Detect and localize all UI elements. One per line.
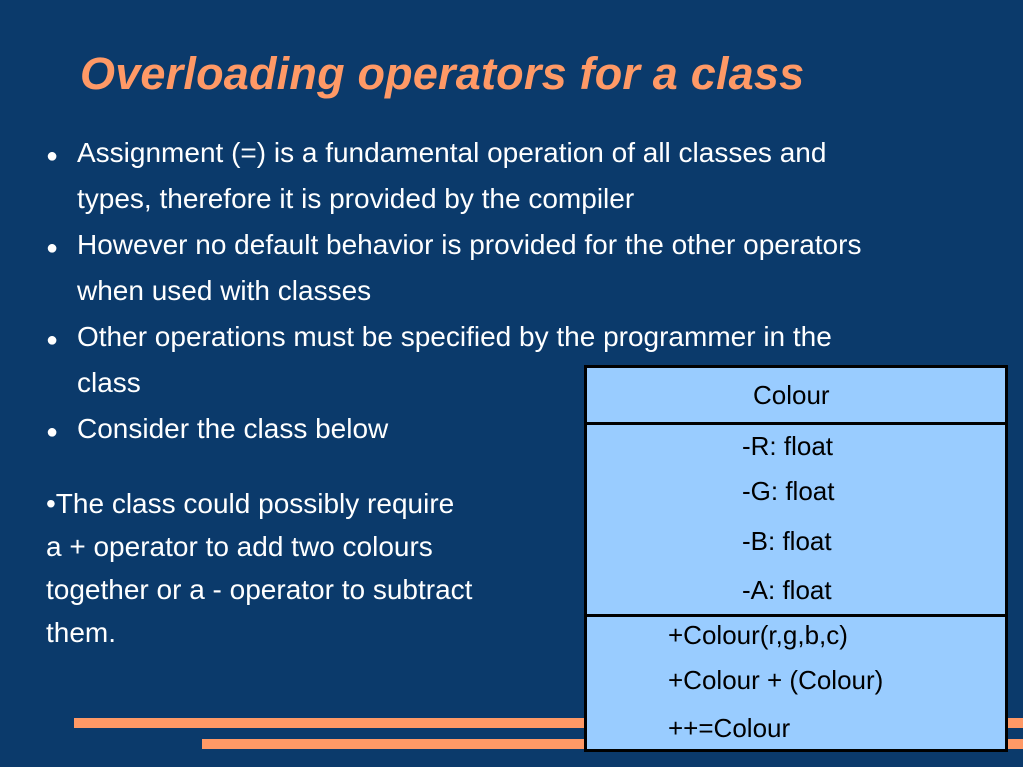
slide-title: Overloading operators for a class — [80, 48, 805, 99]
bullet-item — [46, 222, 1021, 314]
note-line: together or a - operator to subtract — [46, 574, 473, 605]
bullet-text-line: However no default behavior is provided for the other operators — [77, 229, 862, 260]
uml-class-name: Colour — [753, 380, 830, 410]
uml-divider — [587, 614, 1005, 617]
bullet-text-line: Consider the class below — [77, 413, 389, 444]
bullet-text-line: class — [77, 367, 141, 398]
uml-attribute: -A: float — [742, 575, 832, 605]
bullet-text-line: types, therefore it is provided by the compiler — [77, 183, 635, 214]
note-line: them. — [46, 617, 117, 648]
bullet-item — [46, 130, 1021, 222]
bullet-icon: ● — [46, 237, 59, 259]
uml-method: +Colour(r,g,b,c) — [668, 620, 848, 650]
bullet-icon: ● — [46, 329, 59, 351]
note-text — [46, 482, 581, 654]
bullet-text-line: when used with classes — [77, 275, 372, 306]
note-line: •The class could possibly require — [46, 488, 455, 519]
bullet-text-line: Other operations must be specified by the programmer in the — [77, 321, 832, 352]
uml-attribute: -G: float — [742, 476, 835, 506]
uml-divider — [587, 422, 1005, 425]
uml-attribute: -R: float — [742, 431, 834, 461]
uml-attribute: -B: float — [742, 526, 832, 556]
uml-class-box — [584, 365, 1008, 752]
note-line: a + operator to add two colours — [46, 531, 433, 562]
bullet-text-line: Assignment (=) is a fundamental operation of all classes and — [77, 137, 827, 168]
uml-method: +Colour + (Colour) — [668, 665, 884, 695]
bullet-icon: ● — [46, 145, 59, 167]
uml-method: ++=Colour — [668, 713, 791, 743]
bullet-icon: ● — [46, 421, 59, 443]
